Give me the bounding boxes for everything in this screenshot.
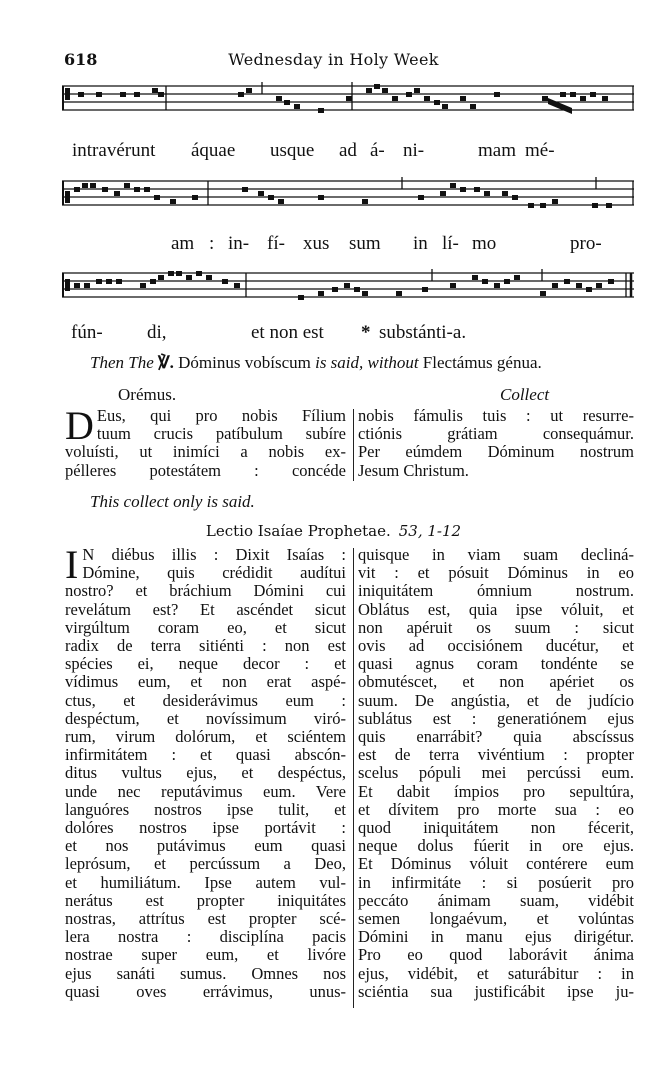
chant-lyric: áquae: [191, 140, 236, 161]
collect-right-column: [358, 407, 634, 480]
text-line: vit : et pósuit Dóminus in eo: [358, 563, 634, 583]
text-line: nerátus est propter iniquitátes: [65, 890, 346, 910]
text-line: quisque in viam suam decliná-: [358, 545, 634, 564]
text-line: ovis ad occisiónem ducétur, et: [358, 636, 634, 656]
rubric-without: without: [367, 353, 419, 372]
text-line: Dómini in manu ejus dirigétur.: [358, 927, 634, 947]
lesson-title: [0, 522, 667, 540]
text-line: non apéruit os suum : sicut: [358, 617, 634, 637]
text-line: ctus, et desiderávimus eum :: [65, 690, 346, 710]
text-line: Dómine, quis crédidit audítui: [82, 563, 346, 583]
rubric-flectamus: Flectámus génua.: [422, 353, 542, 372]
text-line: sciéntia sua justificábit ipse ju-: [358, 981, 634, 1001]
text-line: quasi agnus coram tondénte se: [358, 654, 634, 674]
text-line: suum. De angústia, et de judício: [358, 690, 634, 710]
text-line: leprósum, et percússum a Deo,: [65, 854, 346, 874]
chant-staff-1: [62, 78, 634, 128]
text-line: et nos putávimus eum quasi: [65, 836, 346, 856]
text-line: peccáto ánimam suam, vidébit: [358, 890, 634, 910]
chant-lyric: pro-: [570, 233, 602, 254]
text-line: iniquitátem ómnium nostrum.: [358, 581, 634, 601]
lesson-right-column: [358, 546, 634, 1001]
lesson-left-column: [65, 542, 346, 1001]
chant-lyric: intravérunt: [72, 140, 156, 161]
column-divider: [353, 409, 354, 481]
chant-lyric: *: [361, 322, 371, 343]
chant-lyric: et non est: [251, 322, 324, 343]
text-line: quis enarrábit? quia abscíssus: [358, 727, 634, 747]
column-divider: [353, 548, 354, 1008]
text-line: N diébus illis : Dixit Isaías :: [82, 545, 346, 564]
text-line: tuum crucis patíbulum subíre: [96, 424, 346, 444]
text-line: et humiliátum. Ipse autem vul-: [65, 872, 346, 892]
text-line: Eus, qui pro nobis Fílium: [96, 406, 346, 425]
rubric-is-said: is said,: [315, 353, 364, 372]
text-line: revelátum est? Et ascéndet sicut: [65, 599, 346, 619]
text-line: ditus vultus ejus, et despéctus,: [65, 763, 346, 783]
text-line: languóres nostros ipse tulit, et: [65, 799, 346, 819]
text-line: unde nec reputávimus eum. Vere: [65, 781, 346, 801]
chant-lyric: in-: [228, 233, 250, 254]
text-line: scelus pópuli mei percússi eum.: [358, 763, 634, 783]
text-line: pélleres potestátem : concéde: [65, 460, 346, 480]
text-line: lera nostra : disciplína pacis: [65, 927, 346, 947]
text-line: Per eúmdem Dóminum nostrum: [358, 442, 634, 462]
oremus-heading: Orémus.: [118, 385, 177, 404]
rubric-then-the: Then The: [90, 353, 154, 372]
text-line: ctiónis grátiam consequámur.: [358, 424, 634, 444]
text-line: nobis fámulis tuis : ut resurre-: [358, 406, 634, 425]
chant-lyric: am: [171, 233, 195, 254]
lesson-title-text: Lectio Isaíae Prophetae.: [205, 522, 391, 540]
rubric-line: [90, 353, 542, 373]
chant-lyric: xus: [303, 233, 330, 254]
text-line: ejus, vidébit, et saturábitur : in: [358, 963, 634, 983]
text-line: nostras, attrítus est propter scé-: [65, 909, 346, 929]
versicle-symbol: ℣.: [158, 353, 174, 372]
chant-lyric: mam: [478, 140, 516, 161]
rubric-dominus-vobiscum: Dóminus vobíscum: [178, 353, 311, 372]
text-line: semen longaévum, et volúntas: [358, 909, 634, 929]
chant-lyric: ad: [339, 140, 357, 161]
text-line: virgúltum coram eo, et sicut: [65, 617, 346, 637]
text-line: quod iniquitátem non fécerit,: [358, 818, 634, 838]
chant-lyric: mo: [472, 233, 497, 254]
chant-staff-2: [62, 173, 634, 223]
text-line: sublátus est : generatiónem ejus: [358, 708, 634, 728]
text-line: neque dolus fúerit in ore ejus.: [358, 836, 634, 856]
text-line: ejus sanáti sumus. Omnes nos: [65, 963, 346, 983]
text-line: voluísti, ut inimíci a nobis ex-: [65, 442, 346, 462]
text-line: nostro? et bráchium Dómini cui: [65, 581, 346, 601]
chant-lyric: sum: [349, 233, 381, 254]
collect-left-column: [65, 403, 346, 480]
text-line: spécies ei, neque decor : et: [65, 654, 346, 674]
text-line: vídimus eum, et non erat aspé-: [65, 672, 346, 692]
chant-lyric: in: [413, 233, 428, 254]
text-line: rum, virum dolórum, et sciéntem: [65, 727, 346, 747]
text-line: dolóres nostros ipse portávit :: [65, 818, 346, 838]
text-line: radix de terra sitiénti : non est: [65, 636, 346, 656]
chant-lyric: di,: [147, 322, 167, 343]
text-line: obmutéscet, et non apériet os: [358, 672, 634, 692]
chant-lyric: substánti-a.: [379, 322, 467, 343]
text-line: est de terra vivéntium : propter: [358, 745, 634, 765]
text-line: in infirmitáte : si posúerit pro: [358, 872, 634, 892]
text-line: et dívitem pro morte sua : eo: [358, 799, 634, 819]
collect-note: This collect only is said.: [90, 492, 255, 511]
text-line: quasi oves errávimus, unus-: [65, 981, 346, 1001]
chant-lyric: usque: [270, 140, 315, 161]
chant-lyric: :: [209, 233, 215, 254]
text-line: Pro eo quod laborávit ánima: [358, 945, 634, 965]
text-line: infirmitátem : et quasi abscón-: [65, 745, 346, 765]
text-line: Jesum Christum.: [358, 460, 469, 480]
chant-lyric: mé-: [525, 140, 555, 161]
collect-heading: Collect: [500, 385, 550, 404]
chant-staff-3: [62, 265, 634, 315]
chant-lyric: fún-: [71, 322, 103, 343]
chant-lyric: á-: [370, 140, 385, 161]
chant-lyric: lí-: [442, 233, 459, 254]
running-title: Wednesday in Holy Week: [228, 50, 439, 69]
text-line: Et Dóminus vóluit contérere eum: [358, 854, 634, 874]
lesson-reference: 53, 1-12: [398, 522, 462, 540]
collect-dropcap: D: [65, 403, 94, 448]
text-line: despéctum, et novíssimum viró-: [65, 708, 346, 728]
text-line: Et dabit ímpios pro sepultúra,: [358, 781, 634, 801]
chant-lyric: fí-: [267, 233, 285, 254]
text-line: Oblátus est, quia ipse vóluit, et: [358, 599, 634, 619]
lesson-dropcap: I: [65, 542, 79, 587]
text-line: nostrae super eum, et livóre: [65, 945, 346, 965]
page-number: 618: [64, 50, 98, 69]
chant-lyric: ni-: [403, 140, 425, 161]
